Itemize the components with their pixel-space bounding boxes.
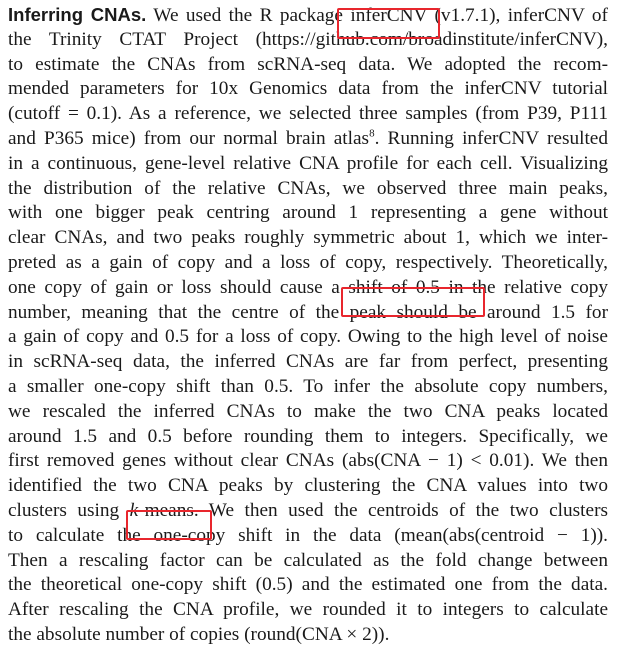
text-span: with one bigger peak centring around 1 representing a gene without [8,202,608,224]
text-line [8,375,608,400]
text-span: the absolute number of copies (round(CNA × 2)). [8,623,390,645]
methods-paragraph [8,3,608,648]
text-line [8,474,608,499]
text-span: in a continuous, gene-level relative CNA profile for each cell. Visualizing [8,152,608,174]
text-span: one copy of gain or loss should cause a shift of 0.5 in the relative copy [8,276,608,298]
text-line [8,201,608,226]
text-line [8,350,608,375]
text-span: After rescaling the CNA profile, we rounded it to integers to calculate [8,599,608,621]
text-span: clear CNAs, and two peaks roughly symmetric about 1, which we inter- [8,227,608,249]
text-line [8,325,608,350]
text-line [8,400,608,425]
text-span: in scRNA-seq data, the inferred CNAs are far from perfect, presenting [8,351,608,373]
text-line [8,77,608,102]
text-line [8,301,608,326]
text-line [8,276,608,301]
text-line [8,425,608,450]
text-line [8,102,608,127]
text-span: to estimate the CNAs from scRNA-seq data. We adopted the recom- [8,53,608,75]
text-span: a smaller one-copy shift than 0.5. To infer the absolute copy numbers, [8,375,608,397]
text-span: number, meaning that the centre of the peak should be around 1.5 for [8,301,608,323]
text-span: the theoretical one-copy shift (0.5) and the estimated one from the data. [8,574,608,596]
text-line [8,623,608,648]
text-span: to calculate the one-copy shift in the data (mean(abs(centroid − 1)). [8,524,608,546]
text-span: (cutoff = 0.1). As a reference, we selected three samples (from P39, P111 [8,103,608,125]
text-span: clusters using [8,499,130,521]
section-heading: Inferring CNAs. [8,4,147,25]
text-line [8,251,608,276]
citation-superscript: 8 [369,127,375,140]
italic-k: k [129,499,139,521]
text-line [8,3,608,28]
text-line [8,53,608,78]
text-line [8,549,608,574]
text-span: a gain of copy and 0.5 for a loss of copy. Owing to the high level of noise [8,326,608,348]
text-span: preted as a gain of copy and a loss of copy, respectively. Theoretically, [8,251,608,273]
text-line [8,598,608,623]
text-line [8,226,608,251]
text-span: . Running inferCNV resulted [374,127,608,149]
text-span: first removed genes without clear CNAs (abs(CNA − 1) < 0.01). We then [8,450,608,472]
text-span: we rescaled the inferred CNAs to make the two CNA peaks located [8,400,608,422]
text-span: -means. We then used the centroids of the two clusters [138,499,608,521]
text-span: We used the R package inferCNV (v1.7.1), inferCNV of [153,5,608,26]
text-span: and P365 mice) from our normal brain atlas [8,127,370,149]
text-span: around 1.5 and 0.5 before rounding them to integers. Specifically, we [8,425,608,447]
text-line [8,573,608,598]
text-span: the distribution of the relative CNAs, we observed three main peaks, [8,177,608,199]
text-line [8,127,608,152]
text-span: mended parameters for 10x Genomics data from the inferCNV tutorial [8,78,608,100]
text-span: Then a rescaling factor can be calculated as the fold change between [8,549,608,571]
text-line [8,28,608,53]
text-line [8,449,608,474]
text-line [8,499,608,524]
text-line [8,152,608,177]
text-span: identified the two CNA peaks by clustering the CNA values into two [8,475,608,497]
text-line [8,524,608,549]
text-span: the Trinity CTAT Project (https://github.com/broadinstitute/inferCNV), [8,28,608,50]
text-line [8,177,608,202]
